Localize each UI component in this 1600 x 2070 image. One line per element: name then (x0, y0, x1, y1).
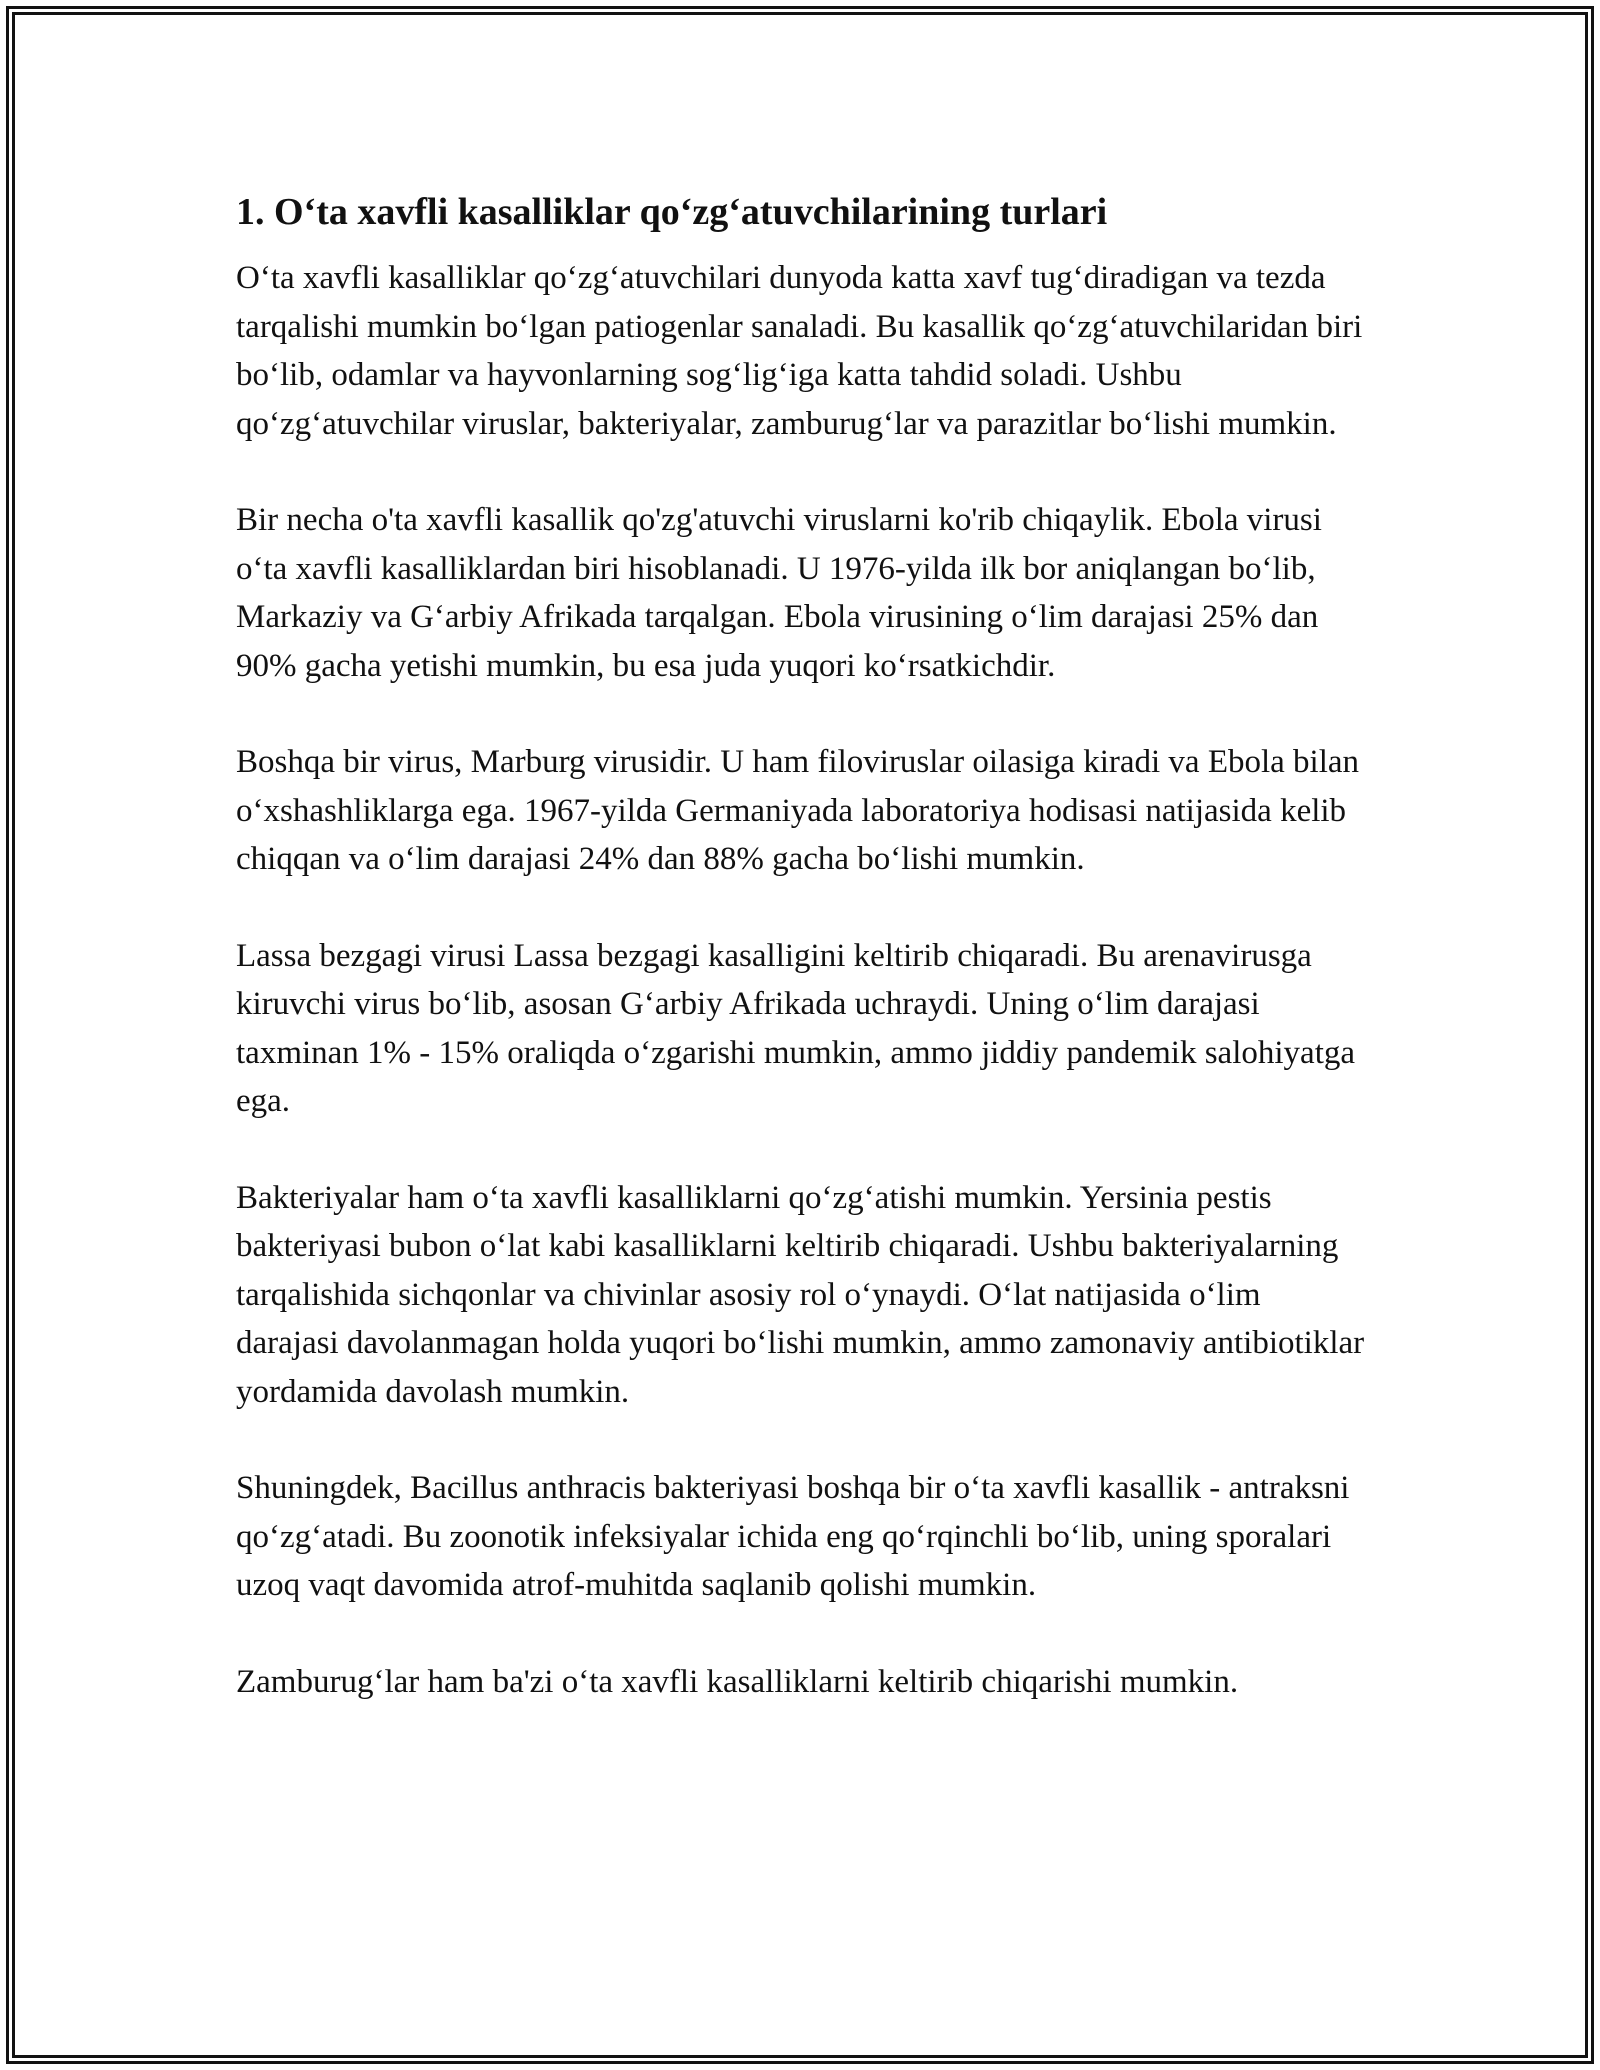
paragraph-lassa: Lassa bezgagi virusi Lassa bezgagi kasalligini keltirib chiqaradi. Bu arenavirusga kiruvchi virus bo‘lib, asosan G‘arbiy Afrikada uchraydi. Uning o‘lim darajasi taxminan 1% - 15% oraliqda o‘zgarishi mumkin, ammo jiddiy pandemik salohiyatga ega. (236, 937, 1356, 1119)
paragraph-intro: O‘ta xavfli kasalliklar qo‘zg‘atuvchilari dunyoda katta xavf tug‘diradigan va tezda tarqalishi mumkin bo‘lgan patiogenlar sanaladi. Bu kasallik qo‘zg‘atuvchilaridan biri bo‘lib, odamlar va hayvonlarning sog‘lig‘iga katta tahdid soladi. Ushbu qo‘zg‘atuvchilar viruslar, bakteriyalar, zamburug‘lar va parazitlar bo‘lishi mumkin. (236, 260, 1363, 442)
document-body (236, 186, 1371, 1754)
paragraph-fungi: Zamburug‘lar ham ba'zi o‘ta xavfli kasalliklarni keltirib chiqarishi mumkin. (236, 1663, 1239, 1700)
paragraph-ebola: Bir necha o'ta xavfli kasallik qo'zg'atuvchi viruslarni ko'rib chiqaylik. Ebola virusi o‘ta xavfli kasalliklardan biri hisoblanadi. U 1976-yilda ilk bor aniqlangan bo‘lib, Markaziy va G‘arbiy Afrikada tarqalgan. Ebola virusining o‘lim darajasi 25% dan 90% gacha yetishi mumkin, bu esa juda yuqori ko‘rsatkichdir. (236, 502, 1322, 684)
section-title: 1. O‘ta xavfli kasalliklar qo‘zg‘atuvchilarining turlari (236, 191, 1108, 233)
paragraph-anthracis: Shuningdek, Bacillus anthracis bakteriyasi boshqa bir o‘ta xavfli kasallik - antraksni qo‘zg‘atadi. Bu zoonotik infeksiyalar ichida eng qo‘rqinchli bo‘lib, uning sporalari uzoq vaqt davomida atrof-muhitda saqlanib qolishi mumkin. (236, 1470, 1350, 1603)
paragraph-marburg: Boshqa bir virus, Marburg virusidir. U ham filoviruslar oilasiga kiradi va Ebola bilan o‘xshashliklarga ega. 1967-yilda Germaniyada laboratoriya hodisasi natijasida kelib chiqqan va o‘lim darajasi 24% dan 88% gacha bo‘lishi mumkin. (236, 744, 1360, 877)
paragraph-yersinia: Bakteriyalar ham o‘ta xavfli kasalliklarni qo‘zg‘atishi mumkin. Yersinia pestis bakteriyasi bubon o‘lat kabi kasalliklarni keltirib chiqaradi. Ushbu bakteriyalarning tarqalishida sichqonlar va chivinlar asosiy rol o‘ynaydi. O‘lat natijasida o‘lim darajasi davolanmagan holda yuqori bo‘lishi mumkin, ammo zamonaviy antibiotiklar yordamida davolash mumkin. (236, 1179, 1365, 1410)
